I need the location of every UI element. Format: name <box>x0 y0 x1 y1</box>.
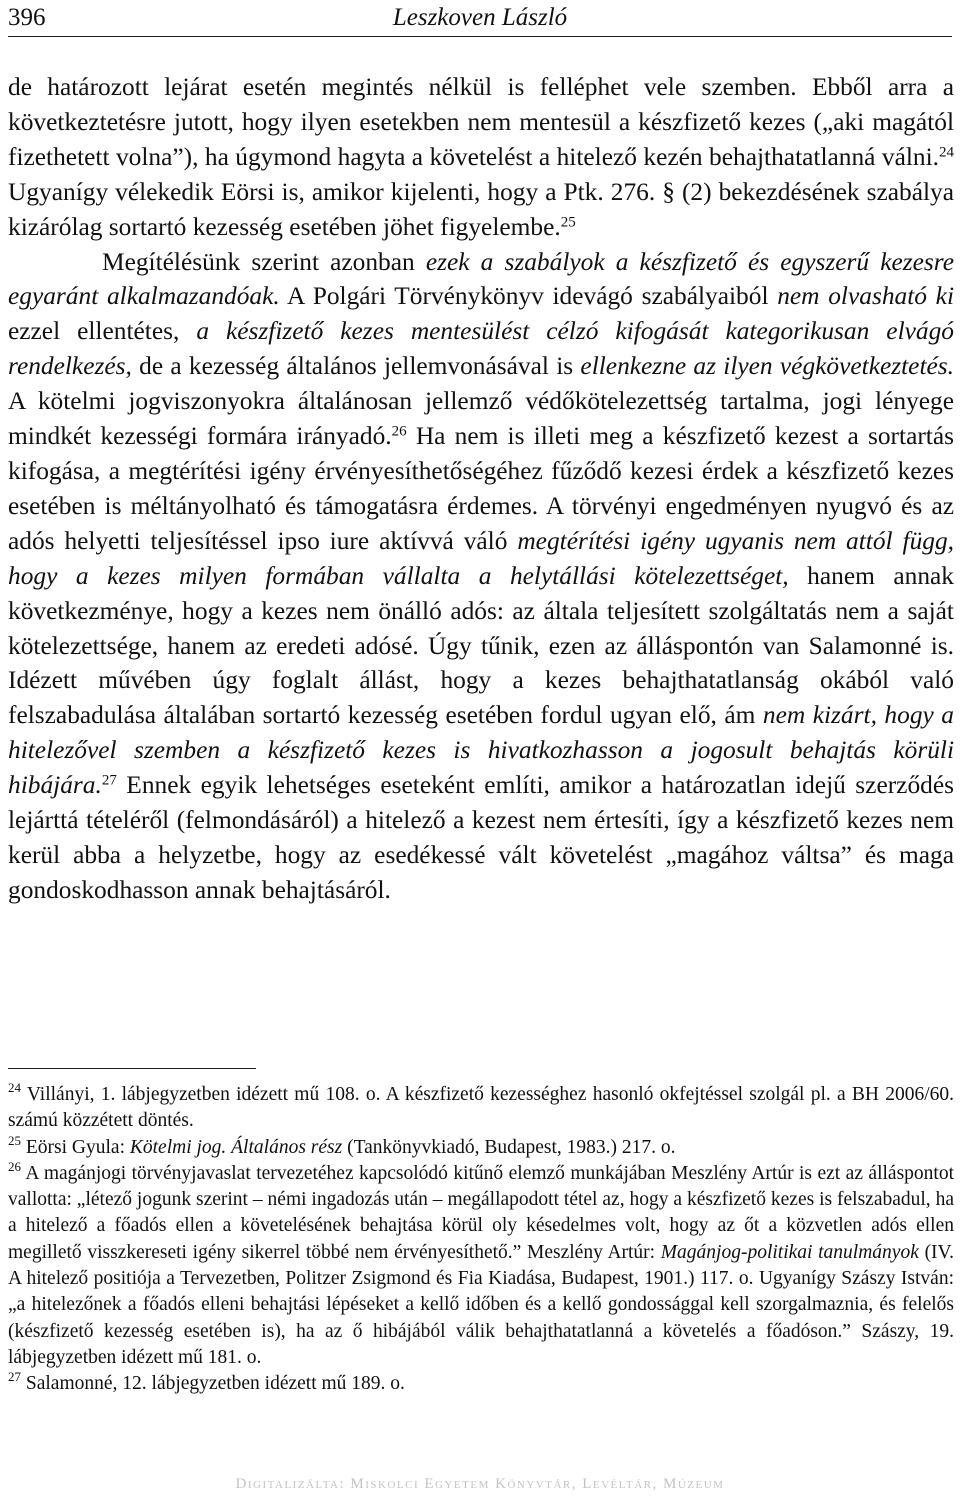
text-span: Ennek egyik lehetséges eseteként említi, amikor a határozatlan idejű szerződés lejárttá tételéről (felmondásáról) a hitelező a kezest nem értesíti, így a készfizető kezes nem kerül abba a helyzetbe, hogy az esedékessé vált követelést „magához váltsa” és maga gondoskodhasson annak behajtásáról. <box>8 771 954 904</box>
italic-span: ellenkezne az ilyen végkövetkeztetés. <box>580 352 954 381</box>
footnote-ref-26: 26 <box>391 423 407 440</box>
italic-span: megtérítési igény ugyanis nem attól függ, hogy a kezes milyen formában vállalta a helytállási kötelezettséget, <box>8 526 955 590</box>
footnotes <box>8 1079 954 1398</box>
text-span: A kötelmi jogviszonyokra általánosan jellemző védőkötelezettség tartalma, jogi lényege mindkét kezességi formára irányadó. <box>8 387 954 451</box>
footnote-26 <box>8 1158 954 1371</box>
italic-span: nem kizárt, hogy a hitelezővel szemben a készfizető kezes is hivatkozhasson a jogosult behajtás körüli hibájára. <box>8 701 954 800</box>
footnote-text: (Tankönyvkiadó, Budapest, 1983.) 217. o. <box>342 1136 676 1158</box>
page-header <box>8 2 952 37</box>
footnote-text: Salamonné, 12. lábjegyzetben idézett mű 189. o. <box>21 1373 405 1395</box>
footnote-number: 24 <box>8 1079 21 1095</box>
running-head: Leszkoven László <box>392 4 568 31</box>
footnote-text: Eörsi Gyula: <box>21 1136 130 1158</box>
digitization-watermark: Digitalizálta: Miskolci Egyetem Könyvtár, Levéltár, Múzeum <box>235 1476 725 1492</box>
paragraph-1 <box>8 70 954 245</box>
italic-span: ezek a szabályok a készfizető és egyszerű kezesre egyaránt alkalmazandóak. <box>8 247 954 311</box>
footnote-divider <box>8 1068 256 1069</box>
footnote-ref-25: 25 <box>560 213 576 230</box>
text-span: Ugyanígy vélekedik Eörsi is, amikor kijelenti, hogy a Ptk. 276. § (2) bekezdésének szabálya kizárólag sortartó kezesség esetében jöhet figyelembe. <box>8 177 954 241</box>
text-span: hanem annak következménye, hogy a kezes nem önálló adós: az általa teljesített szolgáltatás nem a saját kötelezettsége, hanem az eredeti adósé. Úgy tűnik, ezen az álláspontón van Salamonné is. Idézett művében úgy foglalt állást, hogy a kezes behajthatatlanság okából való felszabadulása általában sortartó kezesség esetében fordul ugyan elő, ám <box>8 561 954 730</box>
footnote-25 <box>8 1132 954 1161</box>
footnote-text: (IV. A hitelező positiója a Tervezetben, Politzer Zsigmond és Fia Kiadása, Budapest, 1901.) 117. o. Ugyanígy Szászy István: „a hitelezőnek a főadós elleni behajtási lépéseket a kellő időben és a kellő gondossággal kell szorgalmaznia, és felelős (készfizető kezesség esetében is), ha az ő hibájából válik behajthatatlanná a követelés a főadóson.” Szászy, 19. lábjegyzetben idézett mű 181. o. <box>8 1241 954 1368</box>
body-text <box>8 70 954 908</box>
footnote-number: 26 <box>8 1158 21 1174</box>
footnote-italic: Kötelmi jog. Általános rész <box>129 1136 343 1158</box>
footnote-number: 27 <box>8 1369 21 1385</box>
paragraph-2 <box>8 245 954 908</box>
footnote-number: 25 <box>8 1132 21 1148</box>
footnote-ref-24: 24 <box>939 144 954 161</box>
footnote-24 <box>8 1079 954 1135</box>
footnote-text: A magánjogi törvényjavaslat tervezetéhez kapcsolódó kitűnő elemző munkájában Meszlény Artúr is ezt az álláspontot vallotta: „létező jogunk szerint – némi ingadozás után – megállapodott tétel az, hogy a készfizető kezes is felszabadul, ha a hitelező a főadós ellen a követelésének behajtása körül oly késedelmes volt, hogy az őt a közvetlen adós ellen megillető visszkereseti igény sikerrel többé nem érvényesíthető.” Meszlény Artúr: <box>8 1162 954 1263</box>
text-span: Ha nem is illeti meg a készfizető kezest a sortartás kifogása, a megtérítési igény érvényesíthetőségéhez fűződő kezesi érdek a készfizető kezes esetében is méltányolható és támogatásra érdemes. A törvényi engedményen nyugvó és az adós helyetti teljesítéssel ipso iure aktívvá váló <box>8 422 954 555</box>
footnote-italic: Magánjog-politikai tanulmányok <box>660 1241 919 1263</box>
footnote-text: Villányi, 1. lábjegyzetben idézett mű 108. o. A készfizető kezességhez hasonló okfejtéssel szolgál pl. a BH 2006/60. számú közzétett döntés. <box>8 1084 954 1132</box>
italic-span: nem olvasható ki <box>777 282 955 311</box>
text-span: de határozott lejárat esetén megintés nélkül is felléphet vele szemben. Ebből arra a következtetésre jutott, hogy ilyen esetekben nem mentesül a készfizető kezes („aki magától fizethetett volna”), ha úgymond hagyta a követelést a hitelező kezén behajthatatlanná válni. <box>8 73 954 171</box>
italic-span: a készfizető kezes mentesülést célzó kifogását kategorikusan elvágó rendelkezés, <box>8 317 954 381</box>
footnote-ref-27: 27 <box>101 772 117 789</box>
page-number: 396 <box>8 4 46 31</box>
text-span: Megítélésünk szerint azonban <box>102 247 426 276</box>
text-span: A Polgári Törvénykönyv idevágó szabályaiból <box>279 282 778 311</box>
footnote-27 <box>8 1371 954 1397</box>
text-span: de a kezesség általános jellemvonásával is <box>131 352 581 381</box>
text-span: ezzel ellentétes, <box>8 317 197 346</box>
